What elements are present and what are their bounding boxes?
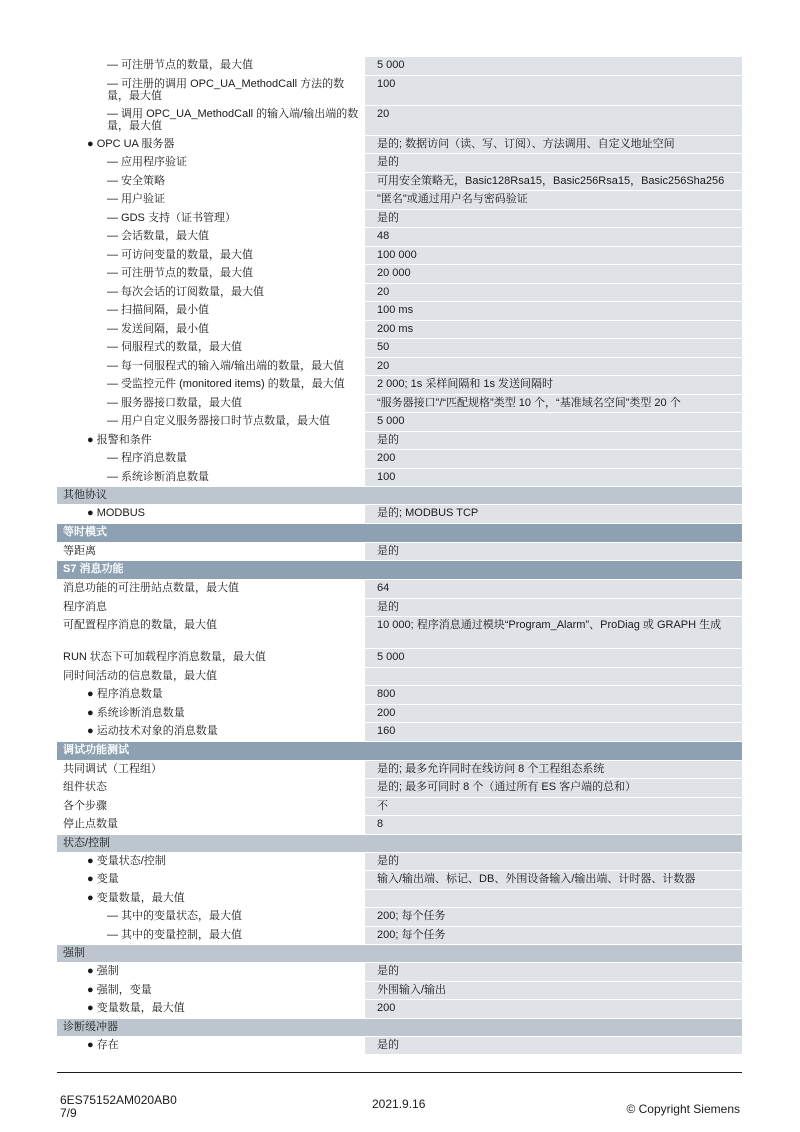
row-value: 是的; 数据访问（读、写、订阅）、方法调用、自定义地址空间 bbox=[365, 136, 742, 154]
table-row bbox=[57, 816, 742, 835]
table-row bbox=[57, 982, 742, 1001]
row-value: 800 bbox=[365, 686, 742, 704]
table-row bbox=[57, 668, 742, 687]
row-value: 5 000 bbox=[365, 57, 742, 75]
row-label: — 发送间隔，最小值 bbox=[107, 322, 210, 335]
table-row bbox=[57, 106, 742, 136]
row-label: — 可注册节点的数量，最大值 bbox=[107, 59, 254, 71]
table-row bbox=[57, 321, 742, 340]
row-value: 5 000 bbox=[365, 649, 742, 667]
section-header bbox=[57, 561, 742, 580]
row-label: 停止点数量 bbox=[63, 818, 118, 830]
table-row bbox=[57, 871, 742, 890]
section-header bbox=[57, 945, 742, 963]
row-value: 是的 bbox=[365, 432, 742, 450]
footer-date: 2021.9.16 bbox=[372, 1097, 426, 1111]
table-row bbox=[57, 617, 742, 649]
table-row bbox=[57, 1037, 742, 1056]
row-value: 20 bbox=[365, 106, 742, 135]
row-value: 是的; 最多允许同时在线访问 8 个工程组态系统 bbox=[365, 761, 742, 779]
section-title: 诊断缓冲器 bbox=[57, 1019, 742, 1036]
table-row bbox=[57, 705, 742, 724]
table-row bbox=[57, 228, 742, 247]
section-title: 调试功能测试 bbox=[57, 742, 742, 760]
row-value: 输入/输出端、标记、DB、外围设备输入/输出端、计时器、计数器 bbox=[365, 871, 742, 889]
row-value: 5 000 bbox=[365, 413, 742, 431]
table-row bbox=[57, 136, 742, 155]
row-label: RUN 状态下可加载程序消息数量，最大值 bbox=[63, 651, 266, 663]
row-value: 是的 bbox=[365, 599, 742, 617]
row-label: — 程序消息数量 bbox=[107, 452, 188, 464]
row-value: 100 bbox=[365, 469, 742, 487]
table-row bbox=[57, 853, 742, 872]
row-label: — 可访问变量的数量，最大值 bbox=[107, 248, 254, 261]
row-label: 各个步骤 bbox=[63, 799, 107, 812]
table-row bbox=[57, 339, 742, 358]
section-header bbox=[57, 487, 742, 505]
table-row bbox=[57, 302, 742, 321]
row-label: 组件状态 bbox=[63, 781, 107, 793]
row-value: 是的 bbox=[365, 543, 742, 561]
row-value: 是的 bbox=[365, 1037, 742, 1055]
row-label: — 系统诊断消息数量 bbox=[107, 470, 210, 483]
row-label: ● 运动技术对象的消息数量 bbox=[87, 725, 218, 737]
row-value: 2 000; 1s 采样间隔和 1s 发送间隔时 bbox=[365, 376, 742, 394]
row-value: 50 bbox=[365, 339, 742, 357]
row-value: 是的 bbox=[365, 853, 742, 871]
table-row bbox=[57, 450, 742, 469]
table-row bbox=[57, 413, 742, 432]
row-value: 不 bbox=[365, 798, 742, 816]
row-label: — GDS 支持（证书管理） bbox=[107, 211, 236, 224]
table-row bbox=[57, 580, 742, 599]
row-label: — 会话数量，最大值 bbox=[107, 230, 210, 242]
row-label: 可配置程序消息的数量，最大值 bbox=[63, 619, 217, 631]
row-label: — 用户自定义服务器接口时节点数量，最大值 bbox=[107, 415, 331, 427]
table-row bbox=[57, 57, 742, 76]
row-value: 160 bbox=[365, 723, 742, 741]
row-value: 是的 bbox=[365, 154, 742, 172]
row-label: — 每一伺服程式的输入端/输出端的数量，最大值 bbox=[107, 359, 345, 372]
row-value: 64 bbox=[365, 580, 742, 598]
table-row bbox=[57, 284, 742, 303]
table-row bbox=[57, 247, 742, 266]
table-row bbox=[57, 76, 742, 106]
section-title: 其他协议 bbox=[57, 487, 742, 504]
row-label: ● 存在 bbox=[87, 1038, 119, 1051]
row-label: — 扫描间隔，最小值 bbox=[107, 304, 210, 316]
row-value: 200; 每个任务 bbox=[365, 908, 742, 926]
row-label: — 可注册的调用 OPC_UA_MethodCall 方法的数量，最大值 bbox=[107, 77, 345, 102]
row-value: 是的; MODBUS TCP bbox=[365, 505, 742, 523]
section-title: 强制 bbox=[57, 945, 742, 962]
row-label: 消息功能的可注册站点数量，最大值 bbox=[63, 582, 239, 594]
row-value: 可用安全策略无，Basic128Rsa15，Basic256Rsa15，Basic256Sha256 bbox=[365, 173, 742, 191]
table-row bbox=[57, 908, 742, 927]
table-row bbox=[57, 779, 742, 798]
row-value: 外围输入/输出 bbox=[365, 982, 742, 1000]
row-label: — 安全策略 bbox=[107, 174, 166, 187]
row-label: — 调用 OPC_UA_MethodCall 的输入端/输出端的数量，最大值 bbox=[107, 107, 359, 132]
row-value: 100 ms bbox=[365, 302, 742, 320]
row-value: 20 000 bbox=[365, 265, 742, 283]
row-label: — 用户验证 bbox=[107, 193, 166, 205]
row-label: — 每次会话的订阅数量，最大值 bbox=[107, 285, 265, 298]
table-row bbox=[57, 505, 742, 524]
table-row bbox=[57, 265, 742, 284]
table-row bbox=[57, 376, 742, 395]
row-value: 200 ms bbox=[365, 321, 742, 339]
row-label: ● 变量 bbox=[87, 873, 119, 885]
row-label: 等距离 bbox=[63, 544, 96, 557]
section-title: S7 消息功能 bbox=[57, 561, 742, 579]
row-value: 200 bbox=[365, 1000, 742, 1018]
row-value: 10 000; 程序消息通过模块“Program_Alarm”、ProDiag 或 GRAPH 生成 bbox=[365, 617, 742, 648]
row-value bbox=[365, 668, 742, 686]
row-label: ● 变量数量，最大值 bbox=[87, 1002, 185, 1014]
row-value: 100 bbox=[365, 76, 742, 105]
section-header bbox=[57, 1019, 742, 1037]
row-value: “服务器接口”/“匹配规格”类型 10 个，“基准域名空间”类型 20 个 bbox=[365, 395, 742, 413]
row-label: 同时间活动的信息数量，最大值 bbox=[63, 669, 217, 682]
row-value: 是的 bbox=[365, 210, 742, 228]
row-value: 48 bbox=[365, 228, 742, 246]
row-value: 200 bbox=[365, 450, 742, 468]
footer-divider bbox=[57, 1072, 742, 1073]
table-row bbox=[57, 210, 742, 229]
row-value: "匿名"或通过用户名与密码验证 bbox=[365, 191, 742, 209]
row-label: — 其中的变量状态，最大值 bbox=[107, 910, 243, 922]
row-label: ● 报警和条件 bbox=[87, 433, 152, 446]
table-row bbox=[57, 395, 742, 414]
section-title: 等时模式 bbox=[57, 524, 742, 542]
table-row bbox=[57, 154, 742, 173]
section-header bbox=[57, 835, 742, 853]
row-label: ● 程序消息数量 bbox=[87, 688, 163, 700]
row-value: 8 bbox=[365, 816, 742, 834]
table-row bbox=[57, 723, 742, 742]
row-value: 100 000 bbox=[365, 247, 742, 265]
row-value: 200; 每个任务 bbox=[365, 927, 742, 945]
table-row bbox=[57, 469, 742, 488]
footer-order-code: 6ES75152AM020AB0 bbox=[60, 1093, 177, 1107]
footer-page-number: 7/9 bbox=[60, 1106, 77, 1120]
row-label: — 服务器接口数量，最大值 bbox=[107, 396, 243, 409]
row-value: 20 bbox=[365, 284, 742, 302]
footer-copyright: © Copyright Siemens bbox=[626, 1102, 740, 1116]
section-header bbox=[57, 524, 742, 543]
row-label: 共同调试（工程组） bbox=[63, 762, 162, 775]
row-label: ● MODBUS bbox=[87, 507, 145, 519]
section-header bbox=[57, 742, 742, 761]
table-row bbox=[57, 173, 742, 192]
table-row bbox=[57, 649, 742, 668]
row-label: — 伺服程式的数量，最大值 bbox=[107, 341, 243, 353]
table-row bbox=[57, 1000, 742, 1019]
row-label: ● 变量状态/控制 bbox=[87, 854, 166, 867]
table-row bbox=[57, 798, 742, 817]
row-value: 是的; 最多可同时 8 个（通过所有 ES 客户端的总和） bbox=[365, 779, 742, 797]
spec-table bbox=[57, 57, 742, 1055]
row-label: — 可注册节点的数量，最大值 bbox=[107, 267, 254, 279]
table-row bbox=[57, 358, 742, 377]
row-label: ● OPC UA 服务器 bbox=[87, 137, 175, 150]
row-label: ● 强制 bbox=[87, 965, 119, 977]
row-value: 是的 bbox=[365, 963, 742, 981]
table-row bbox=[57, 432, 742, 451]
row-label: ● 强制，变量 bbox=[87, 983, 152, 996]
row-label: ● 系统诊断消息数量 bbox=[87, 706, 185, 719]
row-label: 程序消息 bbox=[63, 600, 107, 613]
table-row bbox=[57, 686, 742, 705]
row-value bbox=[365, 890, 742, 908]
table-row bbox=[57, 927, 742, 946]
row-label: ● 变量数量，最大值 bbox=[87, 891, 185, 904]
table-row bbox=[57, 890, 742, 909]
section-title: 状态/控制 bbox=[57, 835, 742, 852]
row-label: — 应用程序验证 bbox=[107, 156, 188, 168]
row-value: 200 bbox=[365, 705, 742, 723]
table-row bbox=[57, 543, 742, 562]
row-label: — 其中的变量控制，最大值 bbox=[107, 928, 243, 941]
table-row bbox=[57, 963, 742, 982]
row-label: — 受监控元件 (monitored items) 的数量，最大值 bbox=[107, 378, 345, 390]
row-value: 20 bbox=[365, 358, 742, 376]
table-row bbox=[57, 191, 742, 210]
table-row bbox=[57, 599, 742, 618]
table-row bbox=[57, 761, 742, 780]
